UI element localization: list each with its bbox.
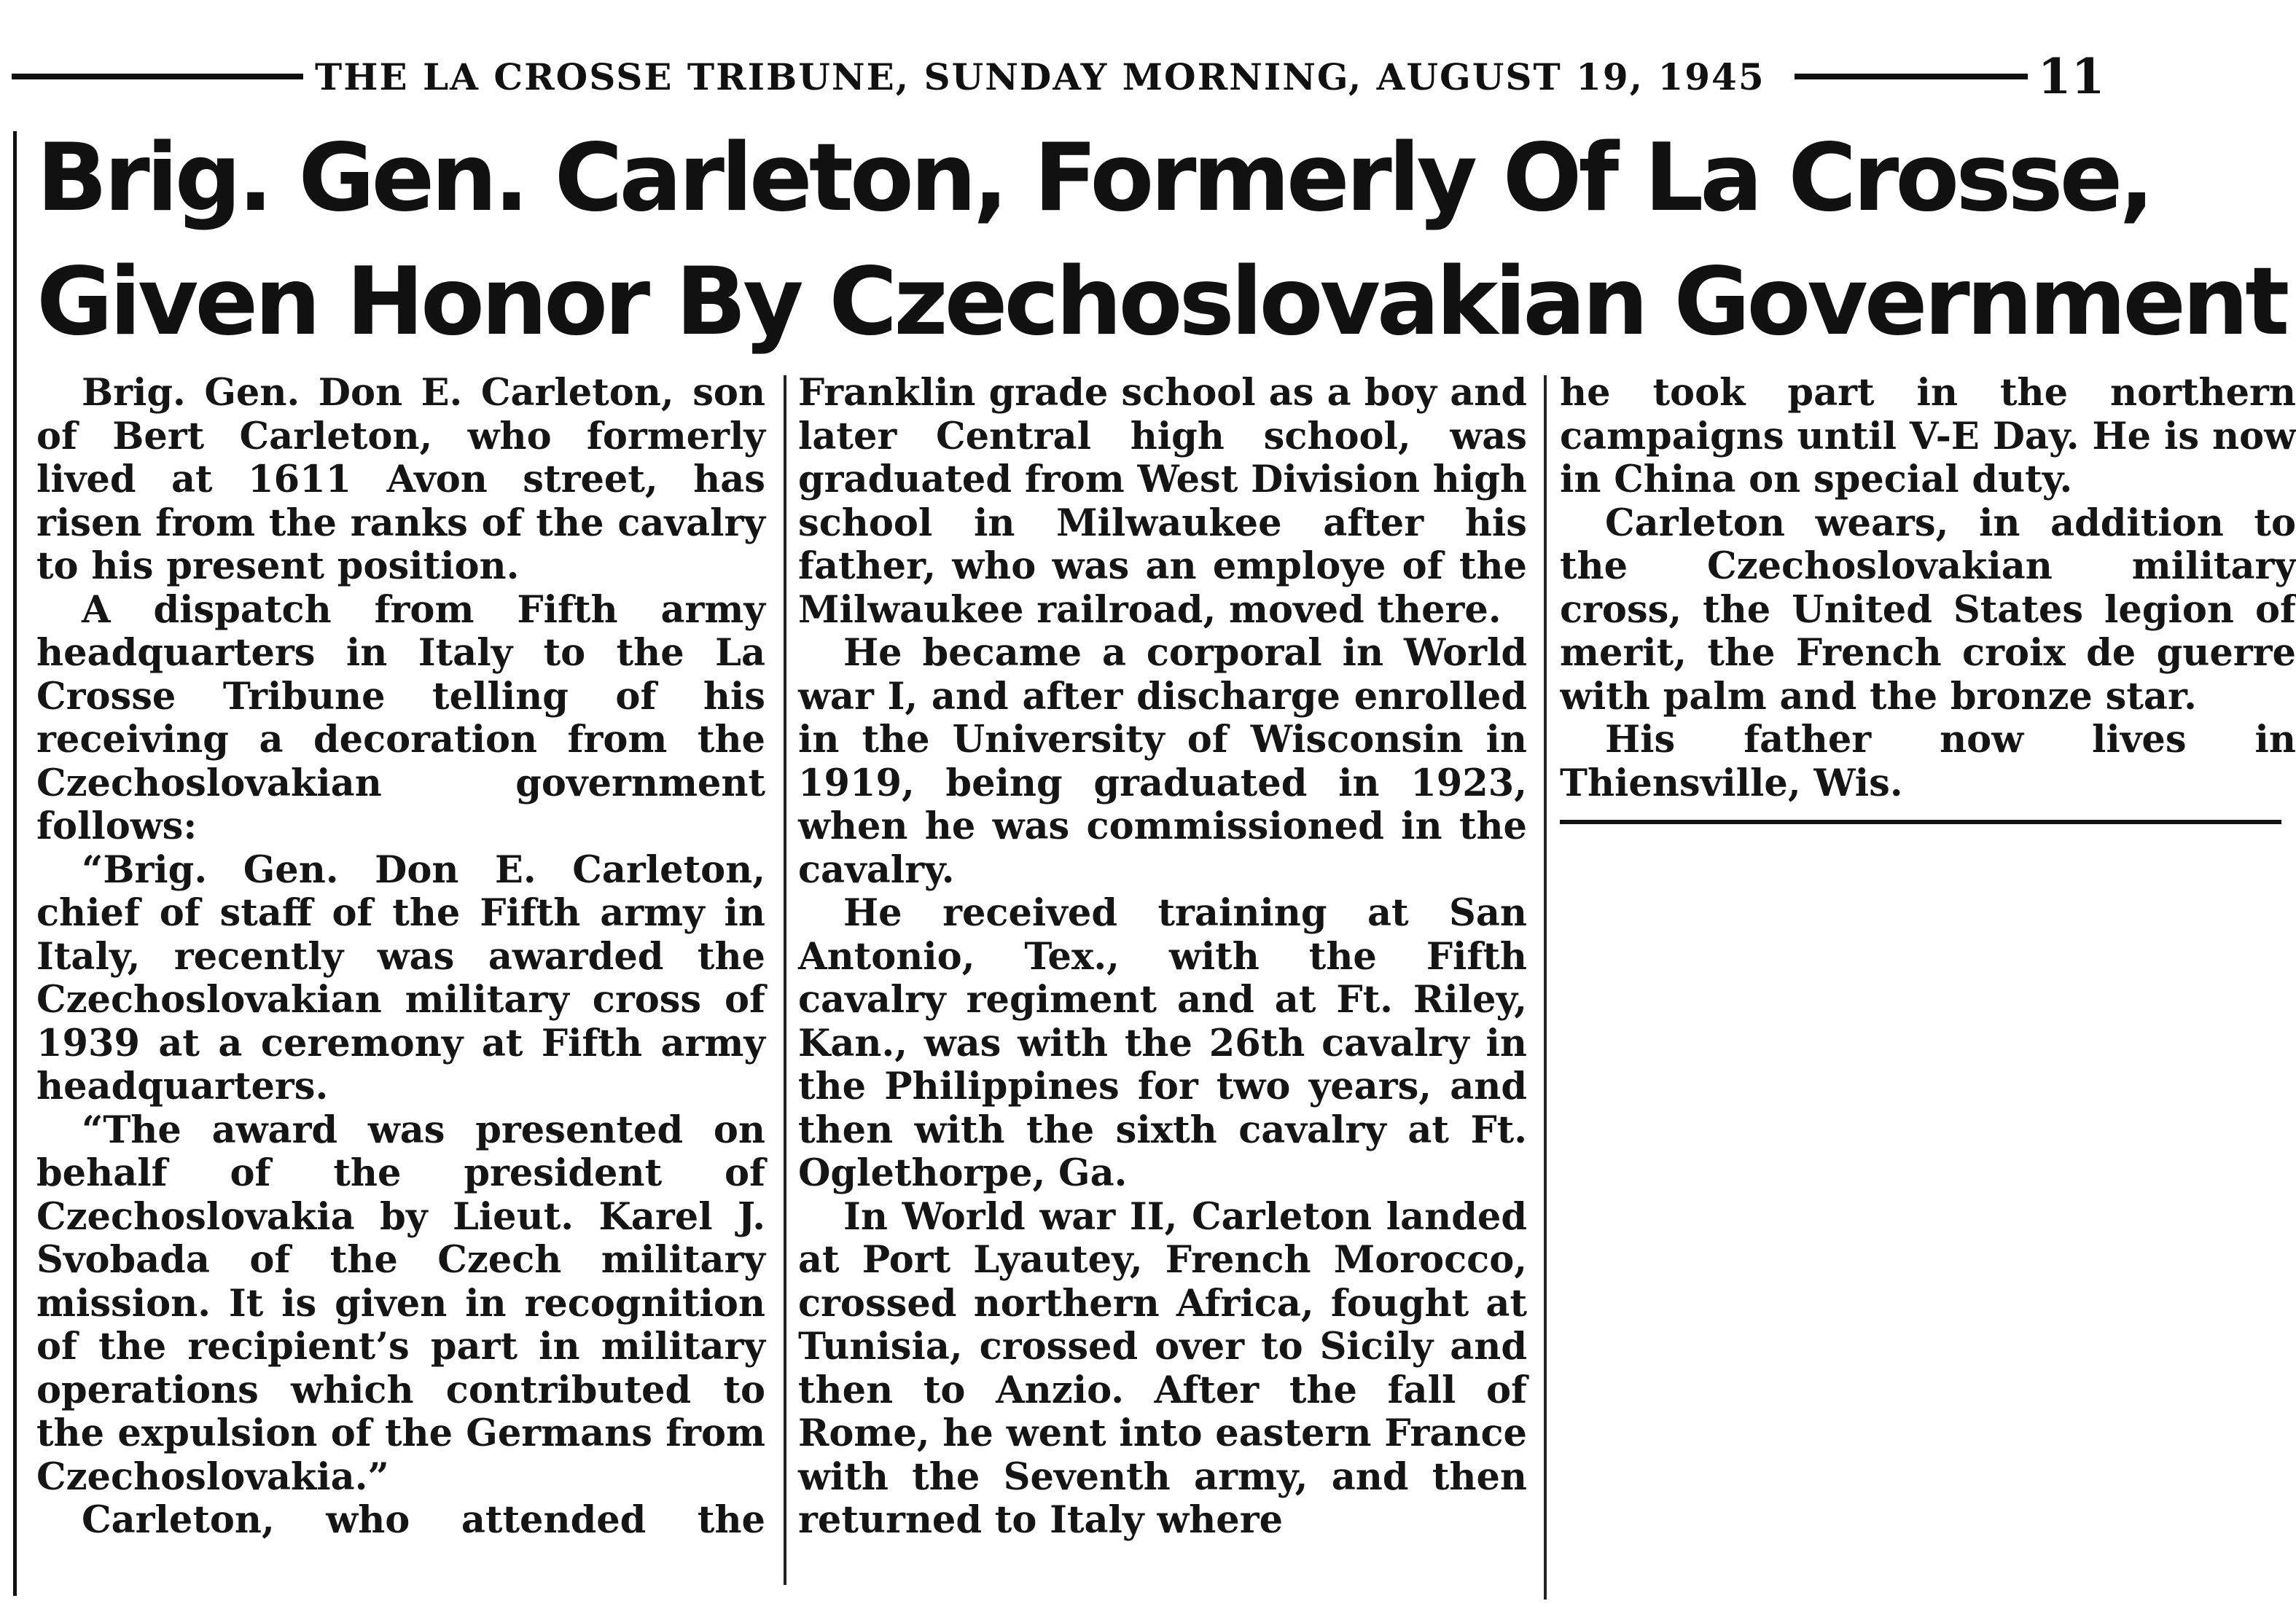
headline-line-2: Given Honor By Czechoslovakian Government bbox=[36, 248, 2287, 356]
paragraph: A dispatch from Fifth army headquarters in Italy to the La Crosse Tribune telling of his receiving a decoration from the Czechoslovakian government follows: bbox=[36, 587, 765, 848]
article-column-2 bbox=[798, 372, 1527, 1543]
paragraph: Brig. Gen. Don E. Carleton, son of Bert Carleton, who formerly lived at 1611 Avon street, has risen from the ranks of the cavalry to his present position. bbox=[36, 371, 765, 588]
headline-line-1: Brig. Gen. Carleton, Formerly Of La Crosse, bbox=[36, 124, 2151, 232]
left-border-rule bbox=[13, 131, 17, 1596]
paragraph: He became a corporal in World war I, and after discharge enrolled in the University of Wisconsin in 1919, being graduated in 1923, when he was commissioned in the cavalry. bbox=[798, 631, 1527, 892]
masthead bbox=[12, 48, 2220, 105]
column-divider bbox=[784, 375, 786, 1585]
paragraph: In World war II, Carleton landed at Port Lyautey, French Morocco, crossed northern Africa, fought at Tunisia, crossed over to Sicily and then to Anzio. After the fall of Rome, he went into eastern France with the Seventh army, and then returned to Italy where bbox=[798, 1194, 1527, 1542]
article-end-rule bbox=[1560, 820, 2281, 824]
paragraph: Carleton, who attended the bbox=[82, 1498, 765, 1542]
paragraph: He received training at San Antonio, Tex., with the Fifth cavalry regiment and at Ft. Riley, Kan., was with the 26th cavalry in the Philippines for two years, and then with the sixth cavalry at Ft. Oglethorpe, Ga. bbox=[798, 891, 1527, 1195]
masthead-rule-left bbox=[12, 74, 303, 79]
headline bbox=[36, 117, 2287, 364]
paragraph: “The award was presented on behalf of the president of Czechoslovakia by Lieut. Karel J. Svobada of the Czech military mission. It is given in recognition of the recipient’s part in military operations which contributed to the expulsion of the Germans from Czechoslovakia.” bbox=[36, 1108, 765, 1499]
column-divider bbox=[1544, 375, 1547, 1600]
page-number: 11 bbox=[2037, 48, 2105, 105]
masthead-rule-right bbox=[1795, 74, 2028, 79]
paragraph: Franklin grade school as a boy and later Central high school, was graduated from West Division high school in Milwaukee after his father, who was an employe of the Milwaukee railroad, moved there. bbox=[798, 371, 1527, 632]
paragraph: he took part in the northern campaigns until V-E Day. He is now in China on special duty. bbox=[1560, 372, 2296, 501]
paragraph: Carleton wears, in addition to the Czechoslovakian military cross, the United States legion of merit, the French croix de guerre with palm and the bronze star. bbox=[1560, 501, 2296, 719]
masthead-title: THE LA CROSSE TRIBUNE, SUNDAY MORNING, AUGUST 19, 1945 bbox=[315, 55, 1765, 98]
article-column-3 bbox=[1560, 372, 2296, 805]
paragraph: “Brig. Gen. Don E. Carleton, chief of staff of the Fifth army in Italy, recently was awarded the Czechoslovakian military cross of 1939 at a ceremony at Fifth army headquarters. bbox=[36, 847, 765, 1108]
article-column-1 bbox=[36, 372, 765, 1543]
paragraph: His father now lives in Thiensville, Wis. bbox=[1560, 718, 2296, 805]
